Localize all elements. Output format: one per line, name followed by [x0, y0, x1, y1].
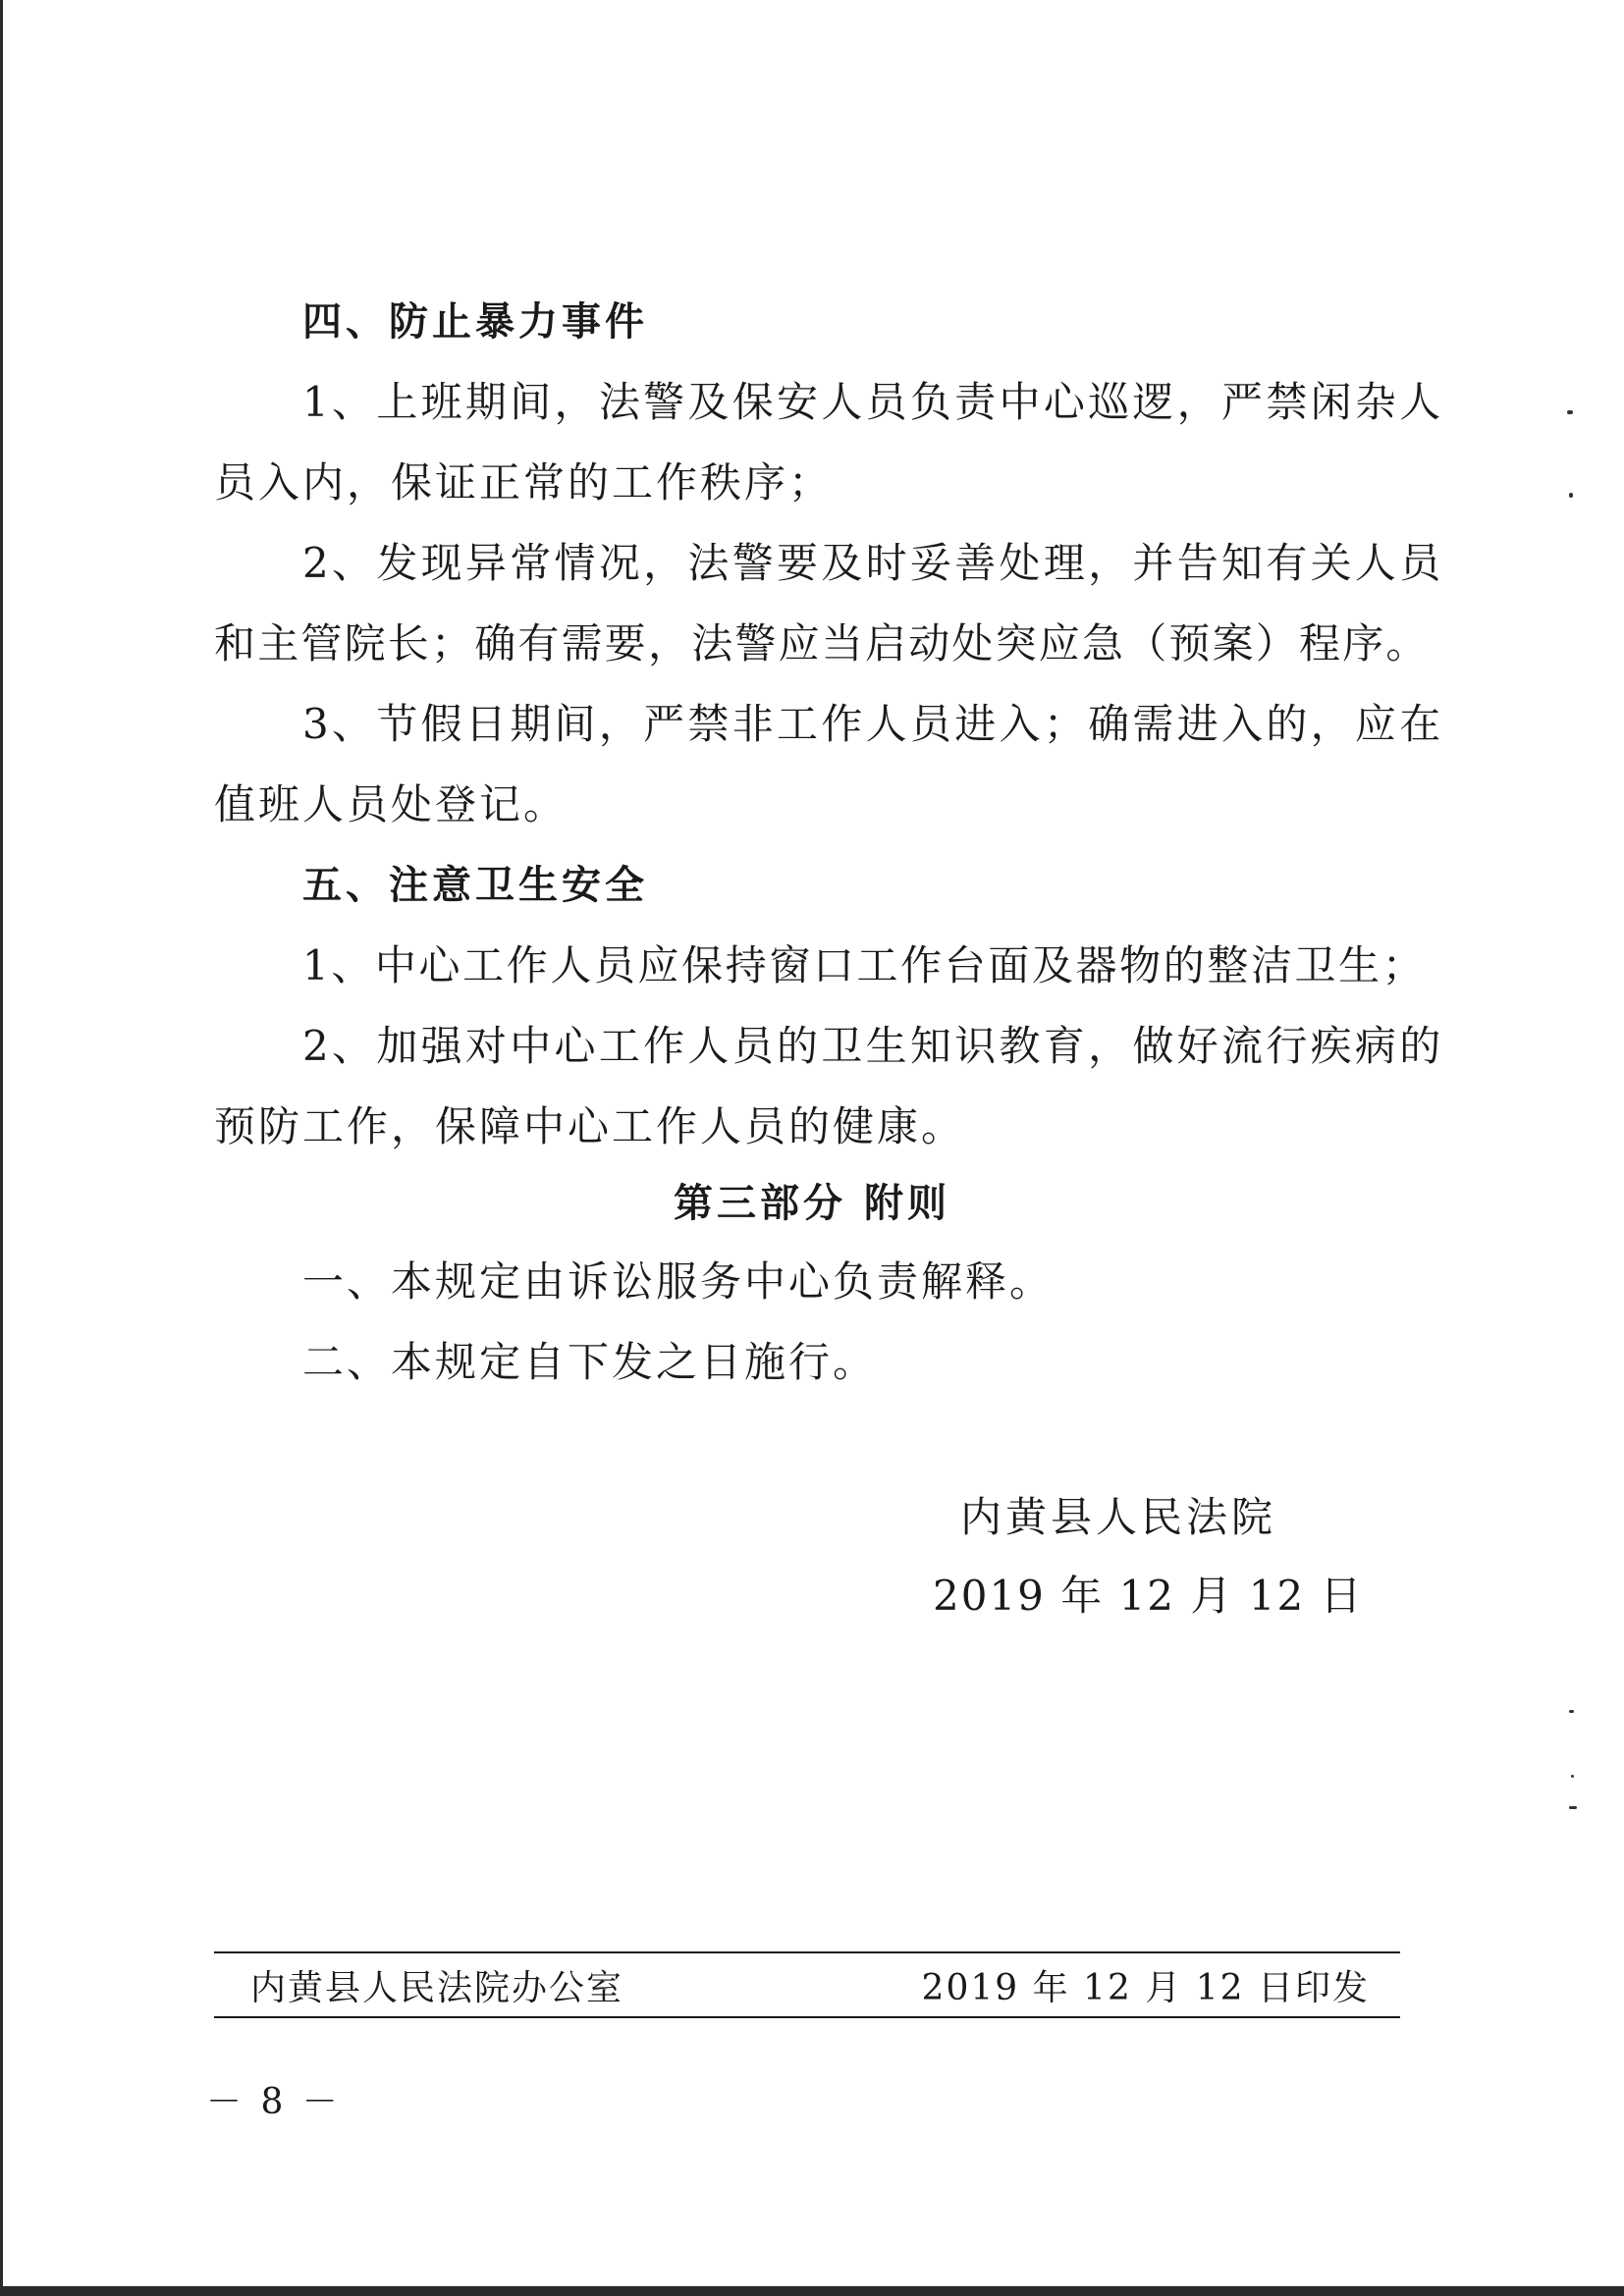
paragraph-line: 一、本规定由诉讼服务中心负责解释。: [302, 1257, 1055, 1306]
paragraph-line: 二、本规定自下发之日施行。: [302, 1338, 878, 1386]
footer-row: [250, 1965, 1370, 2012]
footer-rule-bottom: [214, 2016, 1400, 2018]
scan-speck: [1569, 493, 1573, 498]
paragraph-line: 2、加强对中心工作人员的卫生知识教育，做好流行疾病的: [302, 1022, 1444, 1070]
paragraph-line: 2、发现异常情况，法警要及时妥善处理，并告知有关人员: [302, 539, 1444, 587]
paragraph-line: 和主管院长；确有需要，法警应当启动处突应急（预案）程序。: [214, 619, 1430, 667]
scan-edge-bottom: [0, 2286, 1624, 2296]
scan-speck: [1571, 1775, 1574, 1778]
signature-date: 2019 年 12 月 12 日: [933, 1572, 1364, 1620]
paragraph-line: 值班人员处登记。: [214, 780, 568, 828]
section-heading-hygiene: 五、注意卫生安全: [302, 863, 648, 908]
scan-edge-left: [0, 0, 3, 2296]
page-number: － 8 －: [206, 2082, 342, 2122]
scan-speck: [1567, 410, 1573, 414]
section-heading-violence: 四、防止暴力事件: [302, 299, 648, 345]
paragraph-line: 1、中心工作人员应保持窗口工作台面及器物的整洁卫生；: [302, 941, 1427, 989]
paragraph-line: 3、节假日期间，严禁非工作人员进入；确需进入的，应在: [302, 700, 1444, 748]
scan-speck: [1569, 1806, 1577, 1809]
paragraph-line: 1、上班期间，法警及保安人员负责中心巡逻，严禁闲杂人: [302, 378, 1444, 426]
footer-issuer: 内黄县人民法院办公室: [250, 1968, 624, 2008]
footer-issue-date: 2019 年 12 月 12 日印发: [921, 1968, 1370, 2008]
paragraph-line: 预防工作，保障中心工作人员的健康。: [214, 1102, 966, 1150]
footer-rule-top: [214, 1951, 1400, 1953]
signature-org: 内黄县人民法院: [960, 1493, 1277, 1541]
scan-speck: [1569, 1710, 1574, 1713]
paragraph-line: 员入内，保证正常的工作秩序；: [214, 458, 834, 507]
part-title: 第三部分 附则: [674, 1181, 950, 1226]
